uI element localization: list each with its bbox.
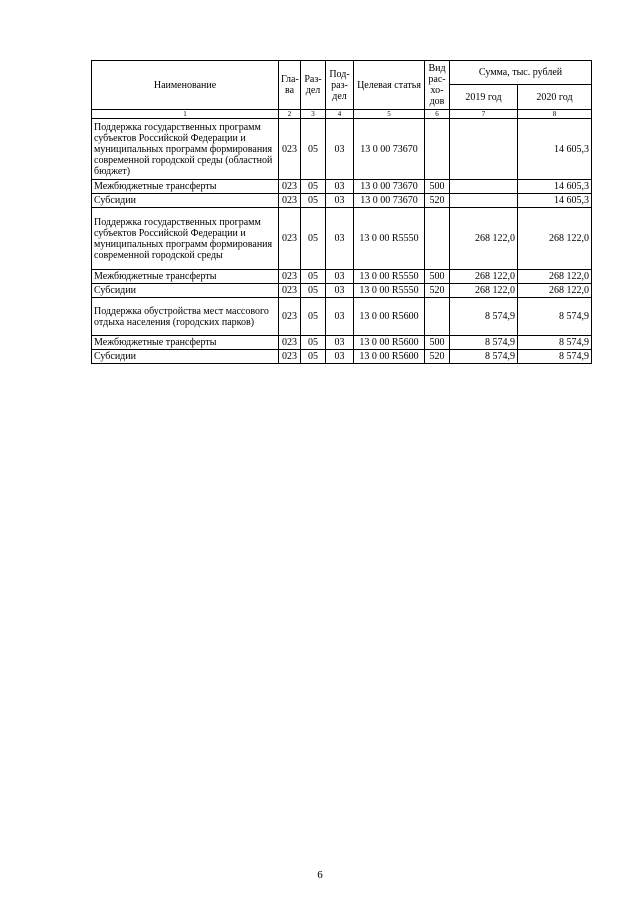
row-razdel: 05	[301, 194, 326, 208]
header-target-article: Целевая статья	[354, 61, 425, 110]
header-year-2020: 2020 год	[518, 85, 592, 110]
column-number: 6	[425, 110, 450, 119]
row-podrazdel: 03	[326, 119, 354, 180]
column-number: 7	[450, 110, 518, 119]
row-target-article: 13 0 00 73670	[354, 119, 425, 180]
table-header	[92, 61, 592, 119]
table-row	[92, 270, 592, 284]
row-target-article: 13 0 00 R5600	[354, 298, 425, 336]
table-row	[92, 208, 592, 270]
row-sum-2019: 268 122,0	[450, 208, 518, 270]
table-row	[92, 298, 592, 336]
row-podrazdel: 03	[326, 284, 354, 298]
row-name: Субсидии	[92, 194, 279, 208]
row-sum-2019: 8 574,9	[450, 298, 518, 336]
row-target-article: 13 0 00 R5550	[354, 270, 425, 284]
header-sum: Сумма, тыс. рублей	[450, 61, 592, 85]
row-podrazdel: 03	[326, 270, 354, 284]
row-razdel: 05	[301, 284, 326, 298]
row-podrazdel: 03	[326, 194, 354, 208]
row-expense-type	[425, 208, 450, 270]
row-glava: 023	[279, 194, 301, 208]
column-numbers-row	[92, 110, 592, 119]
column-number: 3	[301, 110, 326, 119]
row-sum-2020: 14 605,3	[518, 180, 592, 194]
budget-table	[91, 60, 592, 364]
row-sum-2019: 268 122,0	[450, 270, 518, 284]
row-name: Субсидии	[92, 284, 279, 298]
row-razdel: 05	[301, 119, 326, 180]
row-expense-type: 500	[425, 270, 450, 284]
row-glava: 023	[279, 208, 301, 270]
row-expense-type: 520	[425, 350, 450, 364]
row-sum-2019	[450, 119, 518, 180]
row-glava: 023	[279, 350, 301, 364]
row-name: Межбюджетные трансферты	[92, 270, 279, 284]
column-number: 2	[279, 110, 301, 119]
row-sum-2020: 268 122,0	[518, 284, 592, 298]
row-sum-2020: 8 574,9	[518, 298, 592, 336]
row-razdel: 05	[301, 208, 326, 270]
row-podrazdel: 03	[326, 298, 354, 336]
row-sum-2019	[450, 180, 518, 194]
row-razdel: 05	[301, 180, 326, 194]
table-body	[92, 119, 592, 364]
column-number: 8	[518, 110, 592, 119]
row-sum-2019: 8 574,9	[450, 336, 518, 350]
column-number: 4	[326, 110, 354, 119]
row-sum-2019	[450, 194, 518, 208]
header-name: Наименование	[92, 61, 279, 110]
row-name: Межбюджетные трансферты	[92, 180, 279, 194]
row-sum-2020: 268 122,0	[518, 270, 592, 284]
row-name: Поддержка государственных программ субъектов Российской Федерации и муниципальных программ формирования современной городской среды	[92, 208, 279, 270]
row-podrazdel: 03	[326, 180, 354, 194]
header-razdel: Раз-дел	[301, 61, 326, 110]
row-name: Поддержка обустройства мест массового отдыха населения (городских парков)	[92, 298, 279, 336]
row-target-article: 13 0 00 R5550	[354, 208, 425, 270]
row-name: Межбюджетные трансферты	[92, 336, 279, 350]
row-target-article: 13 0 00 73670	[354, 180, 425, 194]
row-sum-2020: 14 605,3	[518, 194, 592, 208]
row-razdel: 05	[301, 350, 326, 364]
row-glava: 023	[279, 180, 301, 194]
row-sum-2020: 268 122,0	[518, 208, 592, 270]
row-glava: 023	[279, 270, 301, 284]
row-podrazdel: 03	[326, 208, 354, 270]
header-podrazdel: Под-раз-дел	[326, 61, 354, 110]
row-expense-type: 520	[425, 284, 450, 298]
row-target-article: 13 0 00 R5550	[354, 284, 425, 298]
row-sum-2020: 14 605,3	[518, 119, 592, 180]
row-target-article: 13 0 00 R5600	[354, 350, 425, 364]
page-number: 6	[317, 869, 323, 881]
header-expense-type: Вид рас-хо-дов	[425, 61, 450, 110]
row-sum-2020: 8 574,9	[518, 336, 592, 350]
row-sum-2019: 268 122,0	[450, 284, 518, 298]
row-expense-type: 500	[425, 180, 450, 194]
table-row	[92, 119, 592, 180]
row-target-article: 13 0 00 73670	[354, 194, 425, 208]
row-razdel: 05	[301, 270, 326, 284]
row-glava: 023	[279, 336, 301, 350]
row-expense-type: 500	[425, 336, 450, 350]
header-year-2019: 2019 год	[450, 85, 518, 110]
table-row	[92, 350, 592, 364]
row-expense-type	[425, 298, 450, 336]
row-name: Поддержка государственных программ субъектов Российской Федерации и муниципальных программ формирования современной городской среды (областной бюджет)	[92, 119, 279, 180]
row-expense-type: 520	[425, 194, 450, 208]
row-podrazdel: 03	[326, 336, 354, 350]
row-name: Субсидии	[92, 350, 279, 364]
row-target-article: 13 0 00 R5600	[354, 336, 425, 350]
table-row	[92, 284, 592, 298]
row-sum-2020: 8 574,9	[518, 350, 592, 364]
column-number: 5	[354, 110, 425, 119]
header-glava: Гла-ва	[279, 61, 301, 110]
row-glava: 023	[279, 298, 301, 336]
row-razdel: 05	[301, 336, 326, 350]
table-row	[92, 180, 592, 194]
row-sum-2019: 8 574,9	[450, 350, 518, 364]
row-glava: 023	[279, 119, 301, 180]
row-podrazdel: 03	[326, 350, 354, 364]
table-row	[92, 336, 592, 350]
column-number: 1	[92, 110, 279, 119]
row-glava: 023	[279, 284, 301, 298]
row-razdel: 05	[301, 298, 326, 336]
row-expense-type	[425, 119, 450, 180]
table-row	[92, 194, 592, 208]
